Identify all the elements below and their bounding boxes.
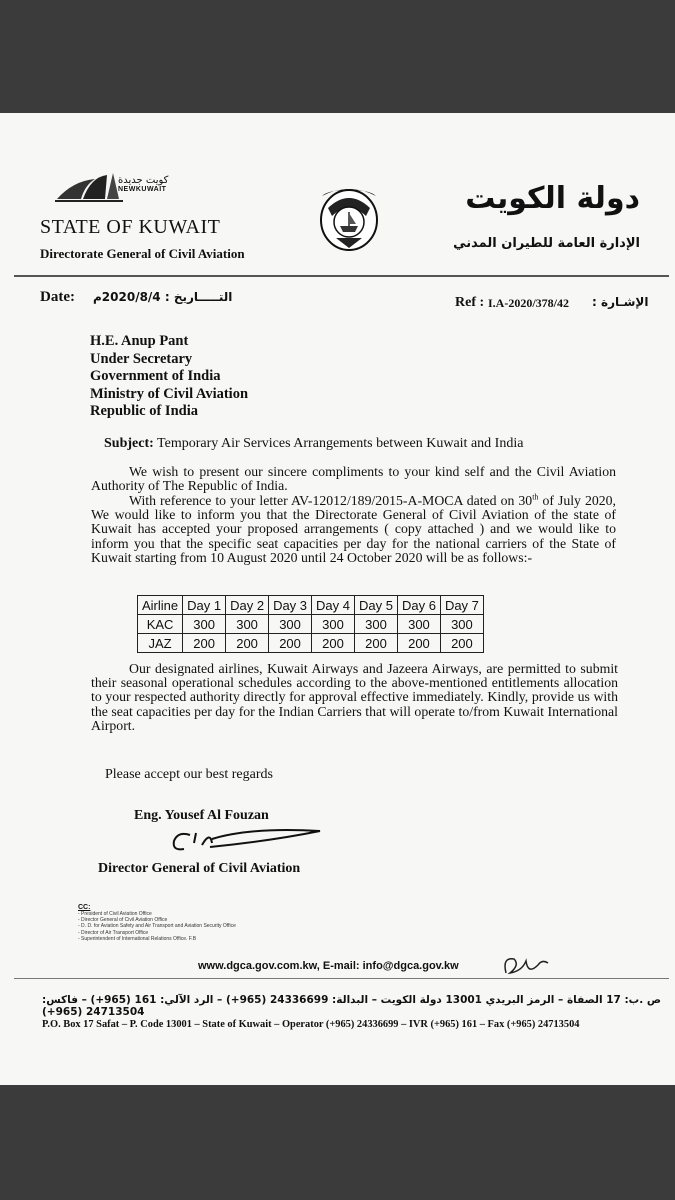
- ref-value: I.A-2020/378/42: [488, 296, 569, 310]
- directorate-ar: الإدارة العامة للطيران المدني: [453, 236, 640, 251]
- table-header-row: [138, 596, 484, 615]
- table-cell: 200: [397, 634, 440, 653]
- signature-icon: [150, 823, 330, 863]
- recipient-line: Ministry of Civil Aviation: [90, 385, 249, 402]
- recipient-line: Republic of India: [90, 403, 198, 419]
- closing-regards: Please accept our best regards: [105, 767, 273, 782]
- table-header-cell: Day 1: [183, 596, 226, 615]
- recipient-block: [90, 333, 248, 421]
- ref-label-ar: : الإشـارة: [592, 295, 649, 309]
- cc-item: - D. D. for Aviation Safety and Air Transport and Aviation Security Office: [78, 923, 236, 930]
- table-cell: 300: [355, 615, 398, 634]
- paragraph-airlines: Our designated airlines, Kuwait Airways and Jazeera Airways, are permitted to submit their seasonal operational schedules according to the above-mentioned entitlements allocation to your respected authority directly for approval effective immediately. Kindly, provide us with the seat capacities per day for the Indian Carriers that will operate to/from Kuwait International Airport.: [91, 661, 618, 733]
- table-cell: 200: [183, 634, 226, 653]
- cc-item: - President of Civil Aviation Office: [78, 911, 152, 917]
- table-row: [138, 634, 484, 653]
- cc-item: - Director General of Civil Aviation Office: [78, 917, 168, 924]
- subject-text: Temporary Air Services Arrangements between Kuwait and India: [153, 436, 524, 451]
- cc-item: - Superintendent of International Relations Office. F.B: [78, 935, 197, 942]
- paragraph-reference-sup: th: [532, 492, 539, 502]
- state-title-ar: دولة الكويت: [465, 181, 640, 216]
- directorate-en: Directorate General of Civil Aviation: [40, 246, 245, 261]
- subject-line: [104, 436, 523, 452]
- date-label: Date:: [40, 289, 75, 305]
- initials-icon: [498, 951, 558, 981]
- paragraph-reference-a: With reference to your letter AV-12012/189/2015-A-MOCA dated on 30: [129, 493, 533, 508]
- signatory-position: Director General of Civil Aviation: [98, 861, 301, 876]
- table-cell: 300: [269, 615, 312, 634]
- logo-text-ar: كويت جديدة: [118, 175, 169, 186]
- table-cell: 300: [226, 615, 269, 634]
- table-cell: JAZ: [138, 634, 183, 653]
- table-cell: 200: [312, 634, 355, 653]
- table-cell: 300: [397, 615, 440, 634]
- ref-label: Ref :: [455, 295, 485, 310]
- signatory-name: Eng. Yousef Al Fouzan: [134, 808, 269, 823]
- new-kuwait-logo-icon: [55, 171, 125, 203]
- paragraph-reference: [91, 494, 616, 565]
- header-divider: [14, 275, 669, 277]
- letter-page: [0, 113, 675, 1085]
- table-header-cell: Day 3: [269, 596, 312, 615]
- cc-item: - Director of Air Transport Office: [78, 929, 149, 936]
- kuwait-emblem-icon: [318, 186, 380, 254]
- recipient-line: Government of India: [90, 368, 221, 384]
- top-dark-band: [0, 0, 675, 113]
- table-cell: KAC: [138, 615, 183, 634]
- date-value-ar: التـــــاريخ : 2020/8/4م: [93, 290, 233, 304]
- table-cell: 200: [226, 634, 269, 653]
- subject-label: Subject:: [104, 436, 154, 451]
- table-header-cell: Day 7: [440, 596, 483, 615]
- footer-divider: [14, 978, 669, 979]
- table-cell: 300: [183, 615, 226, 634]
- table-header-cell: Airline: [138, 596, 183, 615]
- table-header-cell: Day 6: [397, 596, 440, 615]
- footer-address-ar: ص .ب: 17 الصفاة – الرمز البريدي 13001 دولة الكويت – البدالة: 24336699 (965+) – الرد الآلي: 161 (965+) – فاكس: 24713504 (965+): [42, 994, 662, 1018]
- table-header-cell: Day 5: [355, 596, 398, 615]
- table-cell: 200: [440, 634, 483, 653]
- logo-text-en: NEWKUWAIT: [118, 186, 167, 193]
- website-email: www.dgca.gov.com.kw, E-mail: info@dgca.gov.kw: [198, 960, 459, 972]
- table-cell: 300: [312, 615, 355, 634]
- cc-label: CC:: [78, 904, 91, 911]
- table-cell: 200: [269, 634, 312, 653]
- recipient-line: Under Secretary: [90, 350, 193, 367]
- state-title-en: STATE OF KUWAIT: [40, 216, 221, 238]
- table-header-cell: Day 2: [226, 596, 269, 615]
- table-row: [138, 615, 484, 634]
- cc-list: [78, 904, 236, 942]
- bottom-dark-band: [0, 1085, 675, 1200]
- table-header-cell: Day 4: [312, 596, 355, 615]
- paragraph-reference-b: of July 2020, We would like to inform you that the Directorate General of Civil Aviation of the state of Kuwait has accepted your proposed arrangements ( copy attached ) and we would like to inform you that the specific seat capacities per day for the national carriers of the State of Kuwait starting from 10 August 2020 until 24 October 2020 will be as follows:-: [91, 493, 616, 565]
- seat-capacity-table: [137, 595, 484, 653]
- recipient-line: H.E. Anup Pant: [90, 333, 189, 349]
- footer-address-en: P.O. Box 17 Safat – P. Code 13001 – State of Kuwait – Operator (+965) 24336699 – IVR (+965) 161 – Fax (+965) 24713504: [42, 1019, 580, 1030]
- table-cell: 300: [440, 615, 483, 634]
- table-cell: 200: [355, 634, 398, 653]
- paragraph-compliments: We wish to present our sincere compliments to your kind self and the Civil Aviation Authority of The Republic of India.: [91, 464, 616, 494]
